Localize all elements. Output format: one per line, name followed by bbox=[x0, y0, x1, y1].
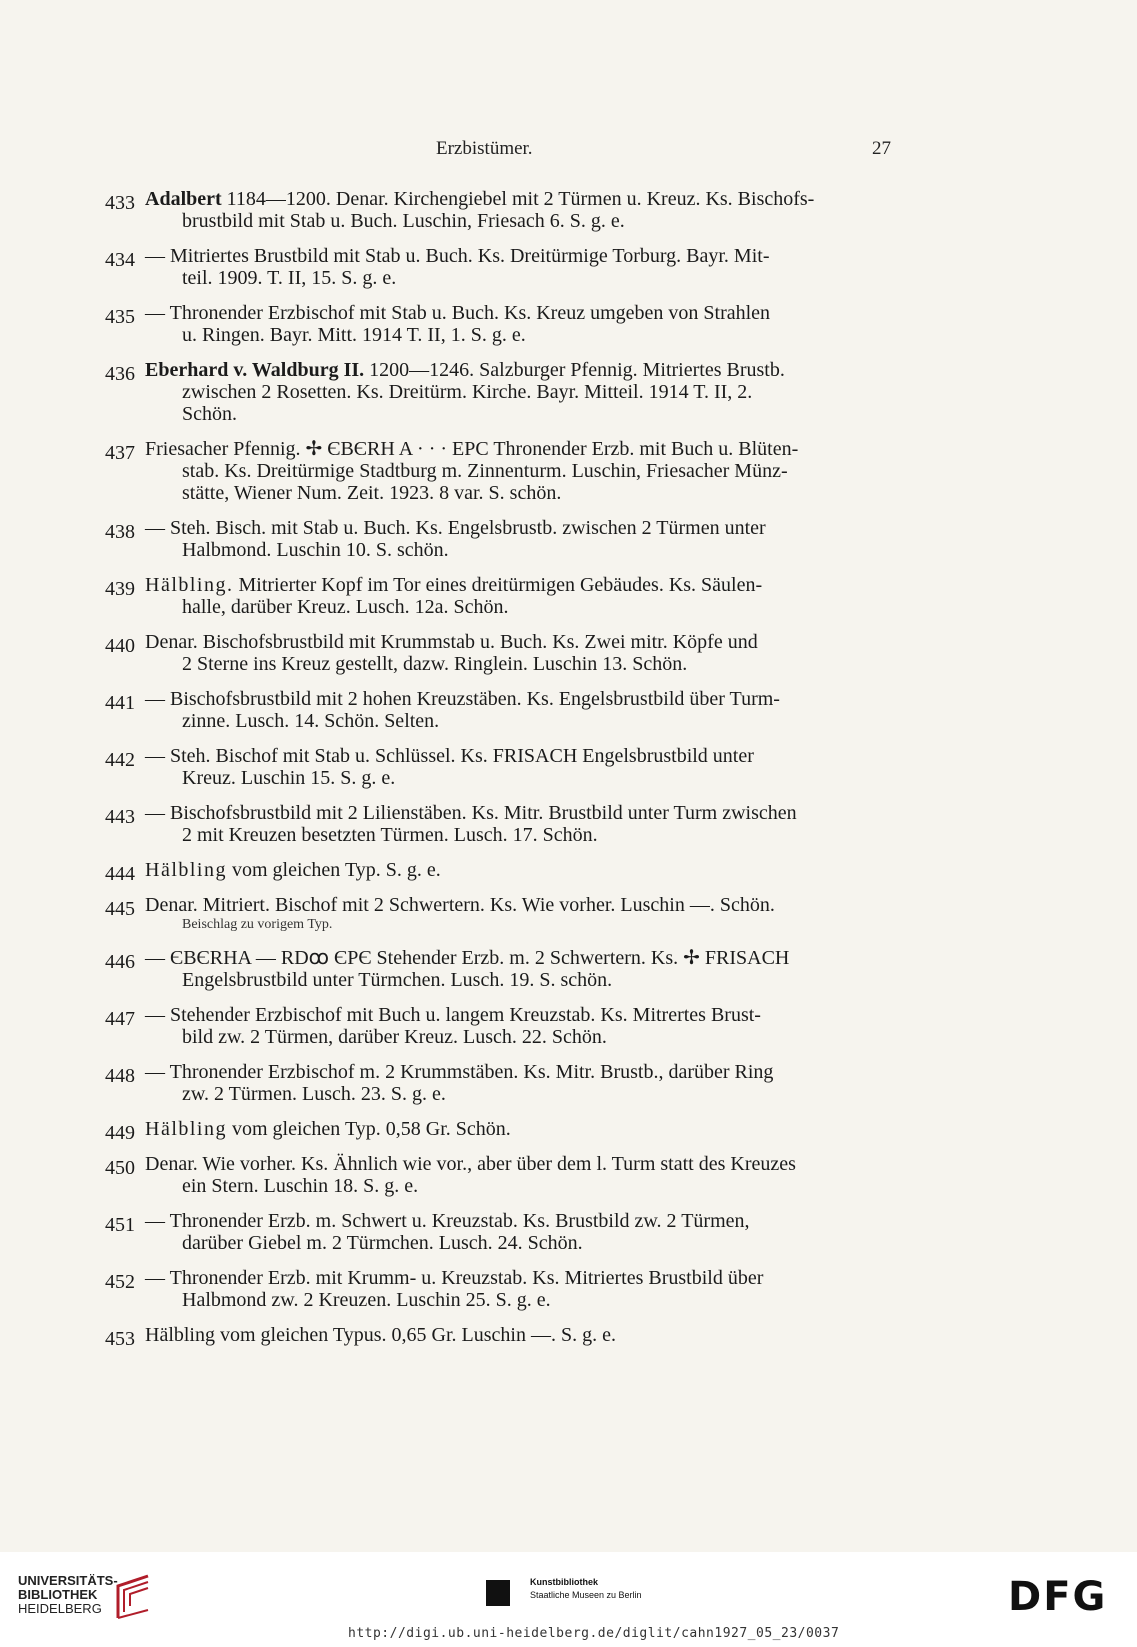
entry-text: — Stehender Erzbischof mit Buch u. langem Kreuzstab. Ks. Mitrertes Brust- bbox=[145, 1004, 761, 1026]
entry-number: 434 bbox=[105, 249, 135, 271]
entry-note: Beischlag zu vorigem Typ. bbox=[182, 917, 333, 932]
entry-text: — Thronender Erzb. m. Schwert u. Kreuzstab. Ks. Brustbild zw. 2 Türmen, bbox=[145, 1210, 750, 1232]
kb-mark-icon bbox=[486, 1580, 510, 1606]
entry-first-line bbox=[145, 947, 868, 969]
entry-first-line bbox=[145, 745, 868, 767]
entry-first-line bbox=[145, 1118, 868, 1140]
catalogue-entry bbox=[105, 1267, 905, 1311]
coin-type: Hälbling. bbox=[145, 574, 234, 596]
catalogue-entry bbox=[105, 1061, 905, 1105]
entry-text: — Bischofsbrustbild mit 2 Lilienstäben. Ks. Mitr. Brustbild unter Turm zwischen bbox=[145, 802, 797, 824]
entry-continuation: 2 Sterne ins Kreuz gestellt, dazw. Ringlein. Luschin 13. Schön. bbox=[182, 653, 688, 675]
entry-first-line bbox=[145, 245, 868, 267]
permalink-url[interactable]: http://digi.ub.uni-heidelberg.de/diglit/cahn1927_05_23/0037 bbox=[348, 1626, 840, 1641]
entry-text: Hälbling vom gleichen Typus. 0,65 Gr. Luschin —. S. g. e. bbox=[145, 1324, 616, 1346]
entry-continuation: u. Ringen. Bayr. Mitt. 1914 T. II, 1. S. g. e. bbox=[182, 324, 526, 346]
entry-text: — Steh. Bischof mit Stab u. Schlüssel. Ks. FRISACH Engelsbrustbild unter bbox=[145, 745, 754, 767]
page-number: 27 bbox=[872, 138, 891, 159]
entry-first-line bbox=[145, 1153, 868, 1175]
entry-text: Friesacher Pfennig. ✢ ЄBЄRH A · · · EPC Thronender Erzb. mit Buch u. Blüten- bbox=[145, 438, 799, 460]
entry-number: 442 bbox=[105, 749, 135, 771]
entry-first-line bbox=[145, 574, 868, 596]
entry-number: 445 bbox=[105, 898, 135, 920]
catalogue-entry bbox=[105, 859, 905, 885]
entry-continuation: stätte, Wiener Num. Zeit. 1923. 8 var. S. schön. bbox=[182, 482, 562, 504]
entry-number: 440 bbox=[105, 635, 135, 657]
entry-number: 435 bbox=[105, 306, 135, 328]
entry-text: — Mitriertes Brustbild mit Stab u. Buch. Ks. Dreitürmige Torburg. Bayr. Mit- bbox=[145, 245, 770, 267]
catalogue-entry bbox=[105, 894, 905, 934]
entry-text: Denar. Wie vorher. Ks. Ähnlich wie vor., aber über dem l. Turm statt des Kreuzes bbox=[145, 1153, 796, 1175]
entry-continuation: halle, darüber Kreuz. Lusch. 12a. Schön. bbox=[182, 596, 509, 618]
catalogue-entry bbox=[105, 1153, 905, 1197]
entry-first-line bbox=[145, 359, 868, 381]
entry-number: 439 bbox=[105, 578, 135, 600]
kb-subtitle: Staatliche Museen zu Berlin bbox=[530, 1590, 642, 1600]
entry-text: 1200—1246. Salzburger Pfennig. Mitriertes Brustb. bbox=[364, 359, 785, 381]
entry-continuation: zinne. Lusch. 14. Schön. Selten. bbox=[182, 710, 440, 732]
catalogue-entry bbox=[105, 245, 905, 289]
entry-first-line bbox=[145, 859, 868, 881]
entry-continuation: Kreuz. Luschin 15. S. g. e. bbox=[182, 767, 396, 789]
entry-number: 450 bbox=[105, 1157, 135, 1179]
entry-text: Denar. Mitriert. Bischof mit 2 Schwertern. Ks. Wie vorher. Luschin —. Schön. bbox=[145, 894, 775, 916]
catalogue-entries bbox=[105, 188, 905, 1359]
catalogue-entry bbox=[105, 1118, 905, 1144]
entry-number: 443 bbox=[105, 806, 135, 828]
entry-first-line bbox=[145, 1004, 868, 1026]
entry-text: Mitrierter Kopf im Tor eines dreitürmigen Gebäudes. Ks. Säulen- bbox=[233, 574, 763, 596]
entry-text: — Thronender Erzbischof m. 2 Krummstäben. Ks. Mitr. Brustb., darüber Ring bbox=[145, 1061, 774, 1083]
entry-first-line bbox=[145, 1267, 868, 1289]
entry-continuation: brustbild mit Stab u. Buch. Luschin, Friesach 6. S. g. e. bbox=[182, 210, 625, 232]
uni-line2: BIBLIOTHEK bbox=[18, 1587, 98, 1602]
entry-continuation: darüber Giebel m. 2 Türmchen. Lusch. 24. Schön. bbox=[182, 1232, 583, 1254]
entry-continuation: bild zw. 2 Türmen, darüber Kreuz. Lusch. 22. Schön. bbox=[182, 1026, 607, 1048]
entry-continuation: Halbmond zw. 2 Kreuzen. Luschin 25. S. g. e. bbox=[182, 1289, 551, 1311]
entry-text: — Thronender Erzbischof mit Stab u. Buch. Ks. Kreuz umgeben von Strahlen bbox=[145, 302, 771, 324]
entry-continuation: Engelsbrustbild unter Türmchen. Lusch. 19. S. schön. bbox=[182, 969, 613, 991]
page-title: Erzbistümer. bbox=[436, 138, 533, 159]
catalogue-entry bbox=[105, 517, 905, 561]
entry-number: 449 bbox=[105, 1122, 135, 1144]
entry-text: — Bischofsbrustbild mit 2 hohen Kreuzstäben. Ks. Engelsbrustbild über Turm- bbox=[145, 688, 780, 710]
catalogue-entry bbox=[105, 1210, 905, 1254]
catalogue-entry bbox=[105, 438, 905, 504]
entry-continuation: ein Stern. Luschin 18. S. g. e. bbox=[182, 1175, 419, 1197]
catalogue-entry bbox=[105, 302, 905, 346]
catalogue-entry bbox=[105, 188, 905, 232]
ruler-name: Adalbert bbox=[145, 188, 222, 210]
entry-number: 451 bbox=[105, 1214, 135, 1236]
entry-continuation: teil. 1909. T. II, 15. S. g. e. bbox=[182, 267, 397, 289]
entry-text: vom gleichen Typ. S. g. e. bbox=[227, 859, 441, 881]
entry-number: 444 bbox=[105, 863, 135, 885]
entry-text: — ЄBЄRHA — RDꝏ ЄPЄ Stehender Erzb. m. 2 Schwertern. Ks. ✢ FRISACH bbox=[145, 947, 790, 969]
uni-line1: UNIVERSITÄTS- bbox=[18, 1573, 118, 1588]
entry-first-line bbox=[145, 1061, 868, 1083]
entry-continuation: zw. 2 Türmen. Lusch. 23. S. g. e. bbox=[182, 1083, 446, 1105]
entry-number: 436 bbox=[105, 363, 135, 385]
catalogue-entry bbox=[105, 359, 905, 425]
entry-number: 441 bbox=[105, 692, 135, 714]
entry-continuation: Schön. bbox=[182, 403, 237, 425]
catalogue-entry bbox=[105, 1004, 905, 1048]
entry-text: vom gleichen Typ. 0,58 Gr. Schön. bbox=[227, 1118, 511, 1140]
entry-continuation: zwischen 2 Rosetten. Ks. Dreitürm. Kirche. Bayr. Mitteil. 1914 T. II, 2. bbox=[182, 381, 753, 403]
entry-first-line bbox=[145, 631, 868, 653]
entry-text: 1184—1200. Denar. Kirchengiebel mit 2 Türmen u. Kreuz. Ks. Bischofs- bbox=[221, 188, 815, 210]
entry-continuation: 2 mit Kreuzen besetzten Türmen. Lusch. 17. Schön. bbox=[182, 824, 598, 846]
entry-first-line bbox=[145, 1210, 868, 1232]
ruler-name: Eberhard v. Waldburg II. bbox=[145, 359, 365, 381]
entry-number: 438 bbox=[105, 521, 135, 543]
entry-number: 453 bbox=[105, 1328, 135, 1350]
footer bbox=[0, 1552, 1137, 1647]
entry-first-line bbox=[145, 688, 868, 710]
coin-type: Hälbling bbox=[145, 859, 227, 881]
entry-first-line bbox=[145, 302, 868, 324]
entry-number: 447 bbox=[105, 1008, 135, 1030]
entry-continuation: Halbmond. Luschin 10. S. schön. bbox=[182, 539, 449, 561]
entry-first-line bbox=[145, 894, 868, 916]
entry-first-line bbox=[145, 438, 868, 460]
entry-number: 448 bbox=[105, 1065, 135, 1087]
entry-number: 433 bbox=[105, 192, 135, 214]
catalogue-entry bbox=[105, 574, 905, 618]
catalogue-entry bbox=[105, 1324, 905, 1350]
entry-text: — Steh. Bisch. mit Stab u. Buch. Ks. Engelsbrustb. zwischen 2 Türmen unter bbox=[145, 517, 766, 539]
entry-number: 446 bbox=[105, 951, 135, 973]
heidelberg-mark-icon bbox=[112, 1572, 154, 1622]
catalogue-entry bbox=[105, 631, 905, 675]
dfg-logo[interactable]: DFG bbox=[1008, 1574, 1108, 1620]
entry-continuation: stab. Ks. Dreitürmige Stadtburg m. Zinnenturm. Luschin, Friesacher Münz- bbox=[182, 460, 788, 482]
entry-first-line bbox=[145, 188, 868, 210]
heidelberg-library-logo[interactable] bbox=[18, 1574, 118, 1616]
coin-type: Hälbling bbox=[145, 1118, 227, 1140]
uni-line3: HEIDELBERG bbox=[18, 1601, 102, 1616]
catalogue-entry bbox=[105, 688, 905, 732]
entry-first-line bbox=[145, 1324, 868, 1346]
entry-first-line bbox=[145, 517, 868, 539]
entry-number: 437 bbox=[105, 442, 135, 464]
catalogue-entry bbox=[105, 802, 905, 846]
catalogue-entry bbox=[105, 745, 905, 789]
entry-text: — Thronender Erzb. mit Krumm- u. Kreuzstab. Ks. Mitriertes Brustbild über bbox=[145, 1267, 764, 1289]
entry-first-line bbox=[145, 802, 868, 824]
entry-number: 452 bbox=[105, 1271, 135, 1293]
entry-text: Denar. Bischofsbrustbild mit Krummstab u. Buch. Ks. Zwei mitr. Köpfe und bbox=[145, 631, 758, 653]
catalogue-entry bbox=[105, 947, 905, 991]
kb-title: Kunstbibliothek bbox=[530, 1577, 598, 1587]
